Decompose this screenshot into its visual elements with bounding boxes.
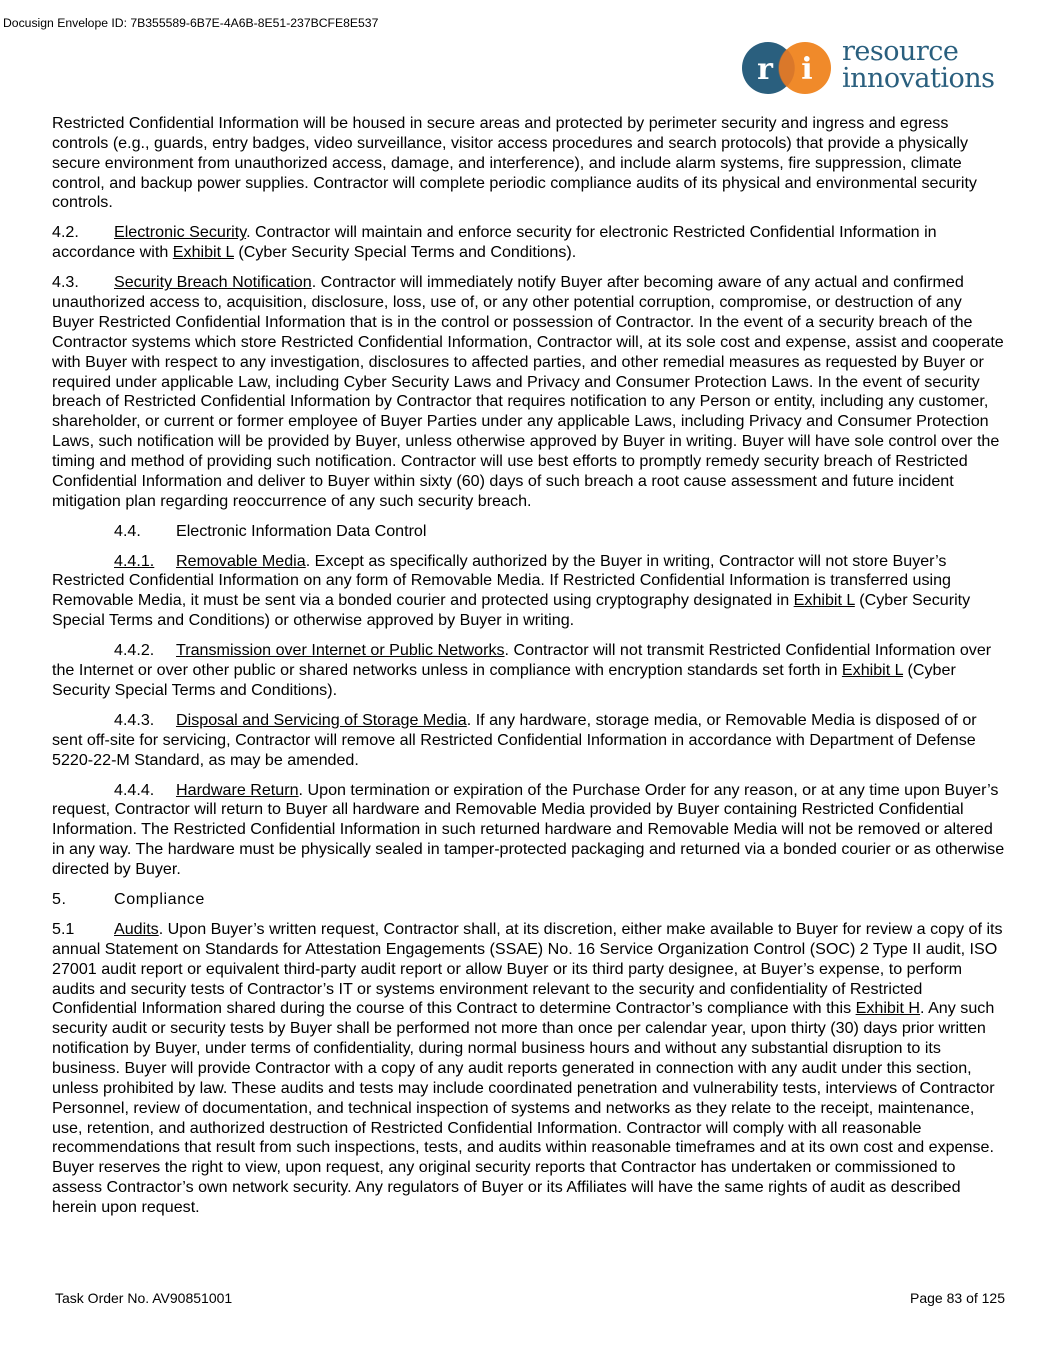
logo-letter-r: r [757, 52, 773, 87]
section-4-2 [52, 223, 1005, 263]
section-title: Audits [114, 920, 159, 939]
ri-logo-mark [741, 40, 833, 96]
logo-line-2: innovations [842, 63, 995, 94]
section-number: 4.2. [52, 223, 79, 242]
section-text: . Upon Buyer’s written request, Contractor shall, at its discretion, either make available to Buyer for review a copy of its annual Statement on Standards for Attestation Engagements (SSAE) No. 16 Service Organization Control (SOC) 2 Type II audit, ISO 27001 audit report or equivalent third-party audit report or allow Buyer or its third party designee, at Buyer’s expense, to perform audits and security tests of Contractor’s IT or systems environment relevant to the security and confidentiality of Restricted Confidential Information shared during the course of this Contract to determine Contractor’s compliance with this [52, 920, 1003, 1018]
envelope-id: Docusign Envelope ID: 7B355589-6B7E-4A6B-8E51-237BCFE8E537 [3, 16, 379, 30]
exhibit-link: Exhibit L [172, 243, 234, 262]
logo-letter-i: i [801, 52, 813, 87]
section-title: Transmission over Internet or Public Networks [176, 641, 505, 660]
section-4-4 [52, 522, 1005, 542]
logo-line-1: resource [842, 36, 959, 67]
section-text: . Except as specifically authorized by the Buyer in writing, Contractor will not store Buyer’s Restricted Confidential Information on any form of Removable Media. If Restricted Confidential Information is transferred using Removable Media, it must be sent via a bonded courier and protected using cryptography designated in [52, 551, 951, 610]
section-number: 4.4.3. [114, 710, 155, 729]
section-text: (Cyber Security Special Terms and Conditions). [233, 243, 577, 262]
section-4-4-3 [52, 711, 1005, 771]
section-text: . Contractor will not transmit Restricted Confidential Information over the Internet or over other public or shared networks unless in compliance with encryption standards set forth in [52, 641, 992, 680]
section-number: 5. [52, 890, 67, 909]
exhibit-link: Exhibit L [793, 591, 855, 610]
section-4-4-2 [52, 641, 1005, 701]
section-5 [52, 890, 1005, 910]
footer-page-number: Page 83 of 125 [910, 1290, 1005, 1306]
section-4-4-1 [52, 552, 1005, 631]
section-text: . Any such security audit or security tests by Buyer shall be performed not more than once per calendar year, upon thirty (30) days prior written notification by Buyer, under terms of confidentiality, during normal business hours and without any substantial disruption to its business. Buyer will provide Contractor with a copy of any audit reports generated in connection with any audit under this section, unless prohibited by law. These audits and tests may include coordinated penetration and vulnerability tests, interviews of Contractor Personnel, review of documentation, and technical inspection of systems and networks as they relate to the receipt, maintenance, use, retention, and authorized destruction of Restricted Confidential Information. Contractor will comply with all reasonable recommendations that result from such inspections, tests, and audits within reasonable timeframes and at its own cost and expense. Buyer reserves the right to view, upon request, any original security reports that Contractor has undertaken or commissioned to assess Contractor’s own network security. Any regulators of Buyer or its Affiliates will have the same rights of audit as described herein upon request. [52, 999, 995, 1216]
section-text: . If any hardware, storage media, or Removable Media is disposed of or sent off-site for servicing, Contractor will remove all Restricted Confidential Information in accordance with Department of Defense 5220-22-M Standard, as may be amended. [52, 710, 977, 769]
exhibit-link: Exhibit L [841, 661, 904, 680]
section-title: Removable Media [176, 551, 306, 570]
section-text: . Contractor will immediately notify Buyer after becoming aware of any actual and confirmed unauthorized access to, acquisition, disclosure, loss, use of, or any other potential corruption, compromise, or destruction of any Buyer Restricted Confidential Information that is in the control or possession of Contractor. In the event of a security breach of the Contractor systems which store Restricted Confidential Information, Contractor will, at its sole cost and expense, assist and cooperate with Buyer with respect to any investigation, disclosures to affected parties, and other remedial measures as requested by Buyer or required under applicable Law, including Cyber Security Laws and Privacy and Consumer Protection Laws. In the event of security breach of Restricted Confidential Information by Contractor that requires notification to any Person or entity, including any customer, shareholder, or current or former employee of Buyer Parties under any applicable Laws, including Privacy and Consumer Protection Laws, such notification will be provided by Buyer, unless otherwise approved by Buyer in writing. Buyer will have sole control over the timing and method of providing such notification. Contractor will use best efforts to promptly remedy security breach of Restricted Confidential Information and deliver to Buyer within sixty (60) days of such breach a root cause assessment and future incident mitigation plan regarding reoccurrence of any such security breach. [52, 273, 1004, 510]
section-title: Security Breach Notification [114, 273, 312, 292]
section-5-1 [52, 920, 1005, 1218]
intro-paragraph: Restricted Confidential Information will be housed in secure areas and protected by perimeter security and ingress and egress controls (e.g., guards, entry badges, video surveillance, visitor access procedures and search protocols) that provide a physically secure environment from unauthorized access, damage, and interference), and include alarm systems, fire suppression, climate control, and backup power supplies. Contractor will complete periodic compliance audits of its physical and environmental security controls. [52, 114, 977, 212]
section-number: 4.4.4. [114, 780, 155, 799]
section-number: 4.4. [114, 521, 141, 540]
section-text: (Cyber Security Special Terms and Conditions). [52, 661, 956, 699]
section-title: Disposal and Servicing of Storage Media [176, 710, 467, 729]
section-title: Electronic Information Data Control [176, 521, 427, 540]
section-text: . Upon termination or expiration of the Purchase Order for any reason, or at any time upon Buyer’s request, Contractor will return to Buyer all hardware and Removable Media provided by Buyer containing Restricted Confidential Information. The Restricted Confidential Information in such returned hardware and Removable Media will not be removed or altered in any way. The hardware must be physically sealed in tamper-protected packaging and returned via a bonded courier or as otherwise directed by Buyer. [52, 780, 1005, 878]
section-number: 4.3. [52, 273, 79, 292]
document-body [52, 114, 1005, 1228]
section-text: (Cyber Security Special Terms and Conditions) or otherwise approved by Buyer in writing. [52, 591, 971, 630]
exhibit-link: Exhibit H [855, 999, 921, 1018]
section-4-3 [52, 273, 1005, 511]
section-title: Electronic Security [114, 223, 247, 242]
resource-innovations-logo [741, 36, 1016, 96]
section-number: 5.1 [52, 920, 75, 939]
section-4-4-4 [52, 781, 1005, 880]
section-number: 4.4.2. [114, 641, 155, 660]
section-title: Hardware Return [176, 780, 299, 799]
section-number: 4.4.1. [114, 551, 155, 570]
section-text: . Contractor will maintain and enforce security for electronic Restricted Confidential Information in accordance with [52, 223, 937, 262]
footer-task-order: Task Order No. AV90851001 [55, 1290, 233, 1306]
logo-wordmark [842, 38, 995, 92]
section-title: Compliance [114, 890, 205, 909]
